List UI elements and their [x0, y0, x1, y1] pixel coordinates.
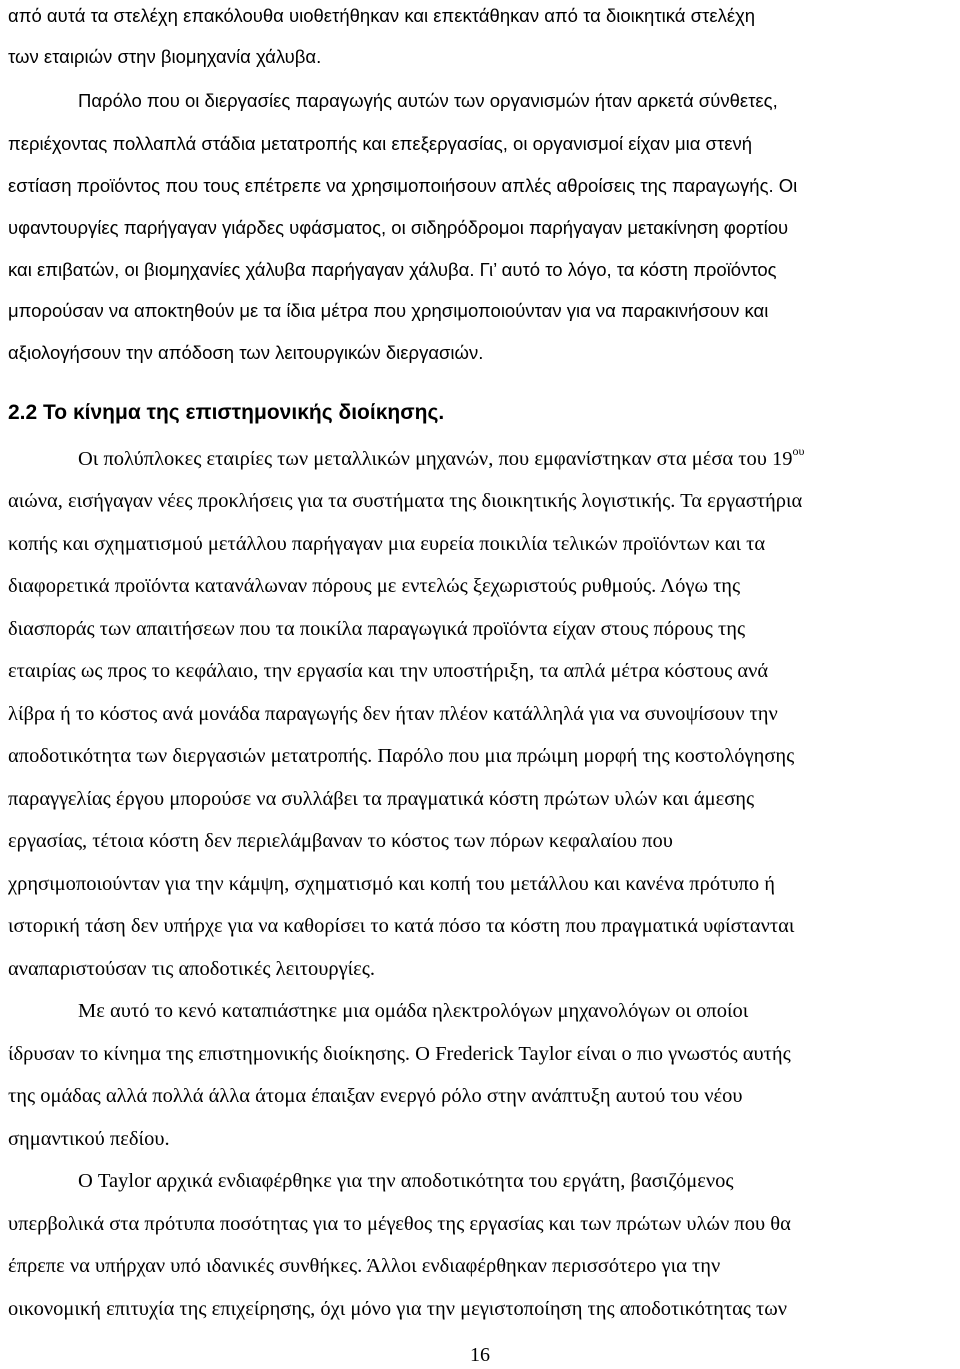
paragraph-line: αξιολογήσουν την απόδοση των λειτουργικών διεργασιών.	[8, 342, 484, 363]
paragraph-line: έπρεπε να υπήρχαν υπό ιδανικές συνθήκες. Άλλοι ενδιαφέρθηκαν περισσότερο για την	[8, 1255, 721, 1277]
paragraph-line: περιέχοντας πολλαπλά στάδια μετατροπής και επεξεργασίας, οι οργανισμοί είχαν μια στενή	[8, 133, 753, 154]
paragraph-line: μπορούσαν να αποκτηθούν με τα ίδια μέτρα που χρησιμοποιούνταν για να παρακινήσουν και	[8, 300, 769, 321]
paragraph-line: παραγγελίας έργου μπορούσε να συλλάβει τα πραγματικά κόστη πρώτων υλών και άμεσης	[8, 788, 755, 810]
paragraph-line: ίδρυσαν το κίνημα της επιστημονικής διοίκησης. Ο Frederick Taylor είναι ο πιο γνωστός αυτής	[8, 1043, 791, 1065]
paragraph-line: Παρόλο που οι διεργασίες παραγωγής αυτών των οργανισμών ήταν αρκετά σύνθετες,	[78, 90, 778, 111]
paragraph-line: υφαντουργίες παρήγαγαν γιάρδες υφάσματος, οι σιδηρόδρομοι παρήγαγαν μετακίνηση φορτίου	[8, 217, 789, 238]
paragraph-line: κοπής και σχηματισμού μετάλλου παρήγαγαν μια ευρεία ποικιλία τελικών προϊόντων και τα	[8, 533, 766, 555]
paragraph-line: υπερβολικά στα πρότυπα ποσότητας για το μέγεθος της εργασίας και των πρώτων υλών που θα	[8, 1213, 791, 1235]
paragraph-line: εστίαση προϊόντος που τους επέτρεπε να χρησιμοποιήσουν απλές αθροίσεις της παραγωγής. Οι	[8, 175, 798, 196]
paragraph-line: διασποράς των απαιτήσεων που τα ποικίλα παραγωγικά προϊόντα είχαν στους πόρους της	[8, 618, 746, 640]
paragraph-line: των εταιριών στην βιομηχανία χάλυβα.	[8, 46, 322, 67]
paragraph-line	[78, 444, 805, 471]
superscript: ου	[792, 444, 805, 458]
paragraph-line: Ο Taylor αρχικά ενδιαφέρθηκε για την αποδοτικότητα του εργάτη, βασιζόμενος	[78, 1170, 734, 1192]
paragraph-line: χρησιμοποιούνταν για την κάμψη, σχηματισμό και κοπή του μετάλλου και κανένα πρότυπο ή	[8, 873, 775, 895]
paragraph-line: σημαντικού πεδίου.	[8, 1128, 170, 1150]
paragraph-line: Με αυτό το κενό καταπιάστηκε μια ομάδα ηλεκτρολόγων μηχανολόγων οι οποίοι	[78, 1000, 749, 1022]
paragraph-line: διαφορετικά προϊόντα κατανάλωναν πόρους με εντελώς ξεχωριστούς ρυθμούς. Λόγω της	[8, 575, 741, 597]
paragraph-text: Οι πολύπλοκες εταιρίες των μεταλλικών μηχανών, που εμφανίστηκαν στα μέσα του 19	[78, 448, 793, 470]
paragraph-line: εταιρίας ως προς το κεφάλαιο, την εργασία και την υποστήριξη, τα απλά μέτρα κόστους ανά	[8, 660, 769, 682]
page-number: 16	[470, 1344, 490, 1366]
section-heading: 2.2 Το κίνημα της επιστημονικής διοίκησης.	[8, 401, 445, 424]
paragraph-line: αιώνα, εισήγαγαν νέες προκλήσεις για τα συστήματα της διοικητικής λογιστικής. Τα εργαστήρια	[8, 490, 803, 512]
paragraph-line: αποδοτικότητα των διεργασιών μετατροπής. Παρόλο που μια πρώιμη μορφή της κοστολόγησης	[8, 745, 795, 767]
paragraph-line: της ομάδας αλλά πολλά άλλα άτομα έπαιξαν ενεργό ρόλο στην ανάπτυξη αυτού του νέου	[8, 1085, 743, 1107]
paragraph-line: αναπαριστούσαν τις αποδοτικές λειτουργίες.	[8, 958, 375, 980]
paragraph-line: από αυτά τα στελέχη επακόλουθα υιοθετήθηκαν και επεκτάθηκαν από τα διοικητικά στελέχη	[8, 5, 756, 26]
paragraph-line: λίβρα ή το κόστος ανά μονάδα παραγωγής δεν ήταν πλέον κατάλληλά για να συνοψίσουν την	[8, 703, 778, 725]
paragraph-line: και επιβατών, οι βιομηχανίες χάλυβα παρήγαγαν χάλυβα. Γι’ αυτό το λόγο, τα κόστη προϊόντος	[8, 259, 777, 280]
paragraph-line: οικονομική επιτυχία της επιχείρησης, όχι μόνο για την μεγιστοποίηση της αποδοτικότητας των	[8, 1298, 788, 1320]
paragraph-line: εργασίας, τέτοια κόστη δεν περιελάμβαναν το κόστος των πόρων κεφαλαίου που	[8, 830, 673, 852]
paragraph-line: ιστορική τάση δεν υπήρχε για να καθορίσει το κατά πόσο τα κόστη που πραγματικά υφίστανται	[8, 915, 795, 937]
